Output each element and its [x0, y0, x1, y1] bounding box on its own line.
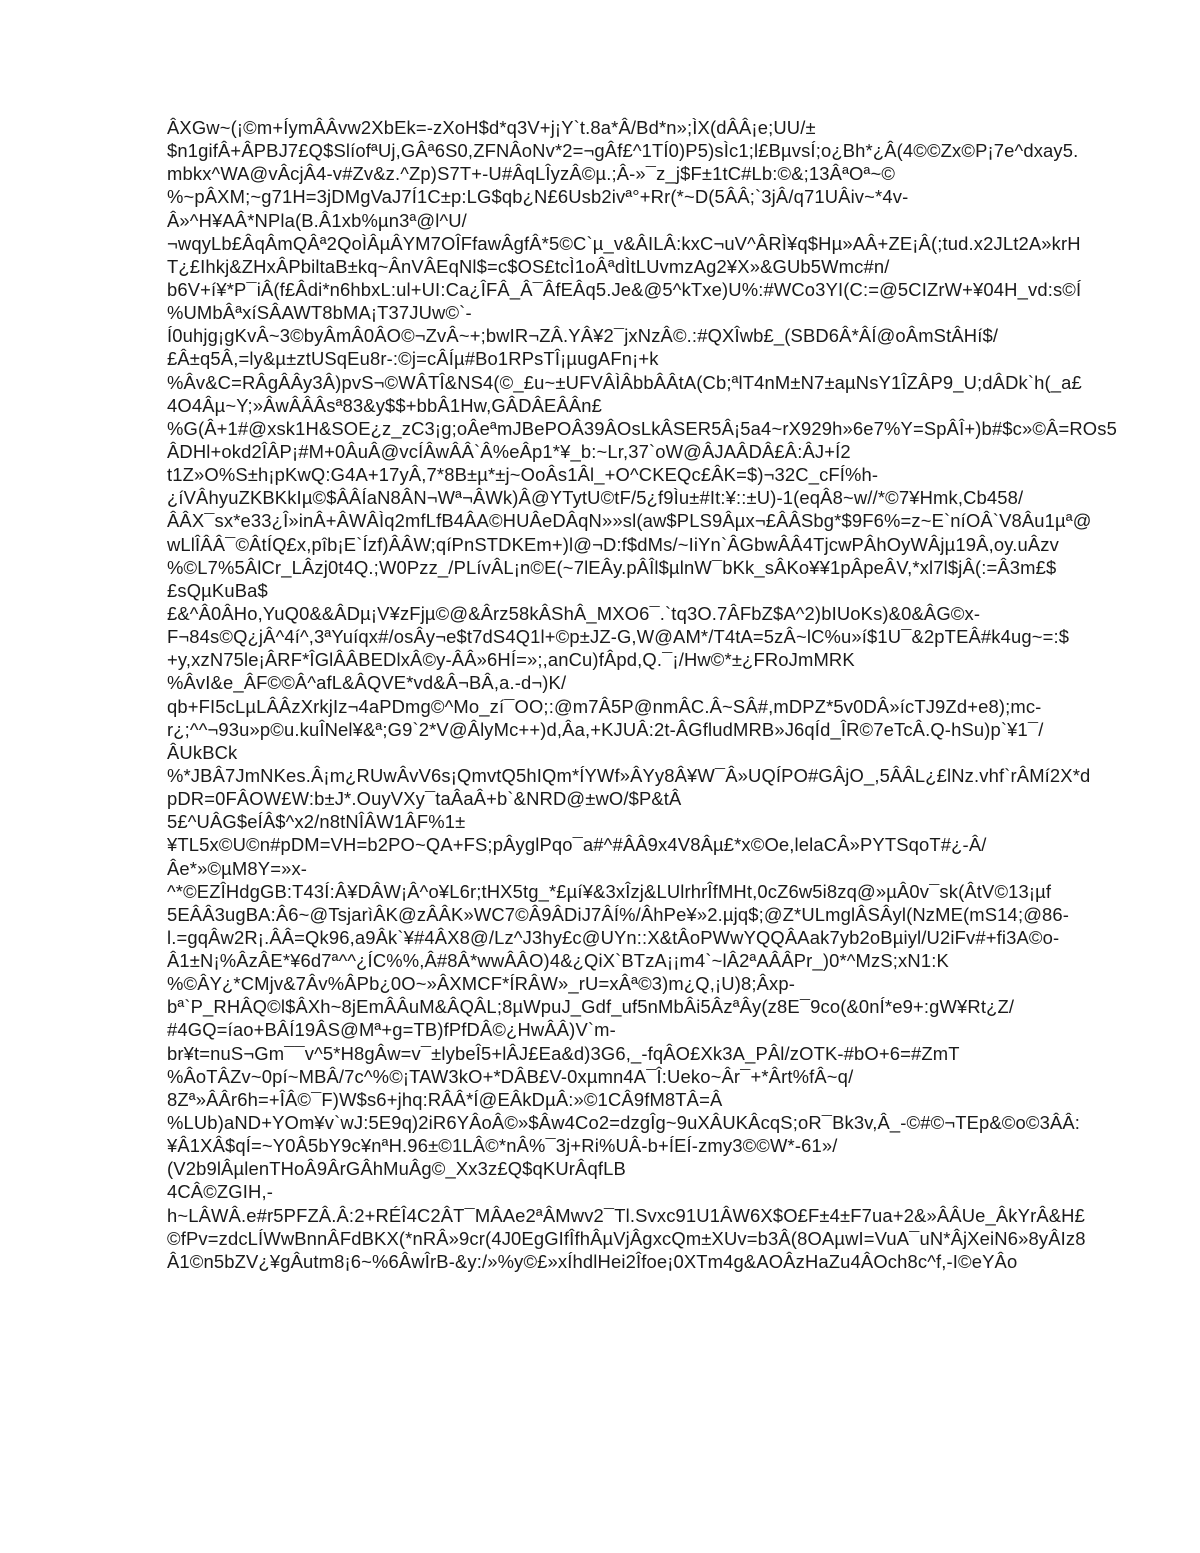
text-line: %LUb)aND+YOm¥v`wJ:5E9q)2iR6YÂoÂ©»$Âw4Co2=dzgÎg~9uXÂUKÂcqS;oR¯Bk3v,Â_-©#©¬TEp&©o©3ÂÂ: — [167, 1112, 1081, 1134]
text-line: ©fPv=zdcLÍWwBnnÂFdBKX(*nRÂ»9cr(4J0EgGIfÎfhÂµVjÂgxcQm±XUv=b3Â(8OAµwI=VuA¯uN*ÂjXeiN6»8yÂIz8 — [167, 1227, 1086, 1249]
text-line: ÂXGw~(¡©m+ÍymÂÂvw2XbEk=-zXoH$d*q3V+j¡Y`t.8a*Â/Bd*n»;ÌX(dÂÂ¡e;UU/± — [167, 117, 816, 138]
document-body — [167, 116, 1127, 1273]
text-line: b6V+í¥*P¯iÂ(f£Âdi*n6hbxL:ul+UI:Ca¿ÎFÂ_Â¯ÂfEÂq5.Je&@5^kTxe)U%:#WCo3YI(C:=@5CIZrW+¥04H_vd:s©Í — [167, 278, 1082, 300]
text-line: ÂUkBCk — [167, 741, 238, 763]
text-line: Í0uhjg¡gKvÂ~3©byÂmÂ0ÂO©¬ZvÂ~+;bwIR¬ZÂ.YÂ¥2¯jxNzÂ©.:#QXÎwb£_(SBD6Â*ÂÍ@oÂmStÂHí$/ — [167, 325, 999, 347]
text-line: %ÂoTÂZv~0pí~MBÂ/7c^%©¡TAW3kO+*DÂB£V-0xµmn4A¯Î:Ueko~Âr¯+*Ârt%fÂ~q/ — [167, 1065, 854, 1087]
text-line: T¿£Ihkj&ZHxÂPbiltaB±kq~ÂnVÂEqNl$=c$OS£tcÌ1oÂªdÌtLUvmzAg2¥X»&GUb5Wmc#n/ — [167, 255, 890, 277]
text-line: (V2b9lÂµlenTHoÂ9ÂrGÂhMuÂg©_Xx3z£Q$qKUrÂqfLB — [167, 1158, 626, 1180]
text-line: t1Z»O%S±h¡pKwQ:G4A+17yÂ,7*8B±µ*±j~OoÂs1Âl_+O^CKEQc£ÂK=$)¬32C_cFÍ%h- — [167, 464, 879, 486]
text-line: %*JBÂ7JmNKes.Â¡m¿RUwÂvV6s¡QmvtQ5hIQm*ÍYWf»ÂYy8Â¥W¯Â»UQÍPO#GÂjO_,5ÂÂL¿£lNz.vhf`rÂMí2X*d — [167, 764, 1091, 786]
text-line: £Â±q5Â,=ly&µ±ztUSqEu8r-:©j=cÂÍµ#Bo1RPsTÎ¡µugAFn¡+k — [167, 348, 659, 370]
text-line: F¬84s©Q¿jÂ^4í^,3ªYuíqx#/osÂy¬e$t7dS4Q1l+©p±JZ-G,W@AM*/T4tA=5zÂ~lC%u»í$1U¯&2pTEÂ#k4ug~=:$ — [167, 626, 1070, 648]
text-line: qb+FI5cLµLÂÂzXrkjIz¬4aPDmg©^Mo_zí¯OO;:@m7Â5P@nmÂC.Â~SÂ#,mDPZ*5v0DÂ»ícTJ9Zd+e8);mc- — [167, 695, 1042, 717]
text-line: Â»^H¥AÂ*NPla(B.Â1xb%µn3ª@l^U/ — [167, 209, 467, 231]
text-line: £&^Â0ÂHo,YuQ0&&ÂDµ¡V¥zFjµ©@&Ârz58kÂShÂ_MXO6¯.`tq3O.7ÂFbZ$A^2)bIUoKs)&0&ÂG©x- — [167, 602, 981, 624]
text-line: pDR=0FÂOW£W:b±J*.OuyVXy¯taÂaÂ+b`&NRD@±wO/$P&tÂ — [167, 788, 682, 810]
text-line: %Âv&C=RÂgÂÂy3Â)pvS¬©WÂTÎ&NS4(©_£u~±UFVÂÌÂbbÂÂtA(Cb;ªlT4nM±N7±aµNsY1ÎZÂP9_U;dÂDk`h(_a£ — [167, 371, 1082, 393]
text-line: %©L7%5ÂlCr_LÂzj0t4Q.;W0Pzz_/PLívÂL¡n©E(~7lEÂy.pÂÎl$µlnW¯bKk_sÂKo¥¥1pÂpeÂV,*xl7l$jÂ(:=Â3m£$ — [167, 556, 1057, 578]
text-line: %©ÂY¿*CMjv&7Âv%ÂPb¿0O~»ÂXMCF*ÍRÂW»_rU=xÂª©3)m¿Q,¡U)8;Âxp- — [167, 973, 796, 995]
text-line: %~pÂXM;~g71H=3jDMgVaJ7Í1C±p:LG$qb¿N£6Usb2ivª°+Rr(*~D(5ÂÂ;`3jÂ/q71UÂiv~*4v- — [167, 186, 909, 208]
text-line: #4GQ=íao+BÂÍ19ÂS@Mª+g=TB)fPfDÂ©¿HwÂÂ)V`m- — [167, 1019, 616, 1041]
text-line: 5£^UÂG$eÍÂ$^x2/n8tNÎÂW1ÂF%1± — [167, 811, 466, 833]
text-line: r¿;^^¬93u»p©u.kuÎNel¥&ª;G9`2*V@ÂlyMc++)d,Âa,+KJUÂ:2t-ÂGfludMRB»J6qÍd_ÎR©7eTcÂ.Q-hSu)p`¥1¯/ — [167, 718, 1044, 740]
text-line: ^*©EZÎHdgGB:T43Í:Â¥DÂW¡Â^o¥L6r;tHX5tg_*£µí¥&3xÎzj&LUlrhrÎfMHt,0cZ6w5i8zq@»µÂ0v¯sk(ÂtV©13¡µf — [167, 880, 1052, 902]
text-line: +y,xzN75le¡ÂRF*ÎGlÂÂBEDlxÂ©y-ÂÂ»6HÍ=»;,anCu)fÂpd,Q.¯¡/Hw©*±¿FRoJmMRK — [167, 649, 855, 671]
text-line: ¥Â1XÂ$qÍ=~Y0Â5bY9c¥nªH.96±©1LÂ©*nÂ%¯3j+Ri%UÂ-b+ÍEÍ-zmy3©©W*-61»/ — [167, 1135, 838, 1157]
text-line: Âe*»©µM8Y=»x- — [167, 857, 308, 879]
text-line: ÂÂX¯sx*e33¿Î»inÂ+ÂWÂÌq2mfLfB4ÂA©HUÂeDÂqN»»sl(aw$PLS9Âµx¬£ÂÂSbg*$9F6%=z~E`níOÂ`V8Âu1µª@ — [167, 510, 1092, 532]
text-line: Â1©n5bZV¿¥gÂutm8¡6~%6ÂwÎrB-&y:/»%y©£»xÍhdlHei2Îfoe¡0XTm4g&AOÂzHaZu4ÂOch8c^f,-I©eYÂo — [167, 1250, 1018, 1272]
text-line: $n1gifÂ+ÂPBJ7£Q$SlíofªUj,GÂª6S0,ZFNÂoNv*2=¬gÂf£^1TÍ0)P5)sÌc1;l£BµvsÍ;o¿Bh*¿Â(4©©Zx©P¡7e^dxay5. — [167, 140, 1079, 162]
text-line: 4O4Âµ~Y;»ÂwÂÂÂsª83&y$$+bbÂ1Hw,GÂDÂEÂÂn£ — [167, 394, 603, 416]
text-line: ÂDHl+okd2ÎÂP¡#M+0ÂuÂ@vcÍÂwÂÂ`Â%eÂp1*¥_b:~Lr,37`oW@ÂJAÂDÂ£Â:ÂJ+Í2 — [167, 440, 851, 462]
text-line: 4CÂ©ZGIH,- — [167, 1181, 273, 1203]
text-line: h~LÂWÂ.e#r5PFZÂ.Â:2+RÉÎ4C2ÂT¯MÂAe2ªÂMwv2¯Tl.Svxc91U1ÂW6X$O£F±4±F7ua+2&»ÂÂUe_ÂkYrÂ&H£ — [167, 1204, 1085, 1226]
text-line: ¿íVÂhyuZKBKkIµ©$ÂÂÍaN8ÂN¬Wª¬ÂWk)Â@YTytU©tF/5¿f9Ìu±#It:¥::±U)-1(eqÂ8~w//*©7¥Hmk,Cb458/ — [167, 487, 1024, 509]
text-line: ¬wqyLb£ÂqÂmQÂª2QoÌÂµÂYM7OÎFfawÂgfÂ*5©C`µ_v&ÂILÂ:kxC¬uV^ÂRÌ¥q$Hµ»AÂ+ZE¡Â(;tud.x2JLt2A»krH — [167, 232, 1081, 254]
text-line: Â1±N¡%ÂzÂE*¥6d7ª^^¿ÍC%%,Â#8Â*wwÂÂO)4&¿QiX`BTzA¡¡m4`~lÂ2ªAÂÂPr_)0*^MzS;xN1:K — [167, 950, 949, 972]
text-line: 5EÂÂ3ugBA:Â6~@TsjarìÂK@zÂÂK»WC7©Â9ÂDiJ7ÂÍ%/ÂhPe¥»2.µjq$;@Z*ULmglÂSÂyl(NzME(mS14;@86- — [167, 903, 1070, 925]
text-line: %UMbÂªxíSÂAWT8bMA¡T37JUw©`- — [167, 302, 472, 324]
text-line: br¥t=nuS¬Gm¯¯v^5*H8gÂw=v¯±lybeÎ5+lÂJ£Ea&d)3G6,_-fqÂO£Xk3A_PÂl/zOTK-#bO+6=#ZmT — [167, 1042, 960, 1064]
text-line: bª`P_RHÂQ©l$ÂXh~8jEmÂÂuM&ÂQÂL;8µWpuJ_Gdf_uf5nMbÂi5ÂzªÂy(z8E¯9co(&0nÍ*e9+:gW¥Rt¿Z/ — [167, 996, 1015, 1018]
text-line: l.=gqÂw2R¡.ÂÂ=Qk96,a9Âk`¥#4ÂX8@/Lz^J3hy£c@UYn::X&tÂoPWwYQQÂAak7yb2oBµiyl/U2iFv#+fi3A©o- — [167, 926, 1060, 948]
text-line: mbkx^WA@vÂcjÂ4-v#Zv&z.^Zp)S7T+-U#ÂqLÎyzÂ©µ.;Â-»¯z_j$F±1tC#Lb:©&;13ÂªOª~© — [167, 163, 896, 185]
text-line: wLlÎÂÂ¯©ÂtÍQ£x,pîb¡E`Ízf)ÂÂW;qíPnSTDKEm+)l@¬D:f$dMs/~IiYn`ÂGbwÂÂ4TjcwPÂhOyWÂjµ19Â,oy.uÂzv — [167, 533, 1059, 555]
text-line: %G(Â+1#@xsk1H&SOE¿z_zC3¡g;oÂeªmJBePOÂ39ÂOsLkÂSER5Â¡5a4~rX929h»6e7%Y=SpÂÎ+)b#$c»©Â=ROs5 — [167, 417, 1117, 439]
text-line: %ÂvI&e_ÂF©©Â^afL&ÂQVE*vd&Â¬BÂ,a.-d¬)K/ — [167, 672, 567, 694]
text-line: ¥TL5x©U©n#pDM=VH=b2PO~QA+FS;pÂyglPqo¯a#^#ÂÂ9x4V8Âµ£*x©Oe,lelaCÂ»PYTSqoT#¿-Â/ — [167, 834, 987, 856]
text-line: £sQµKuBa$ — [167, 579, 268, 601]
text-line: 8Zª»ÂÂr6h=+ÎÂ©¯F)W$s6+jhq:RÂÂ*Í@EÂkDµÂ:»©1CÂ9fM8TÂ=Â — [167, 1088, 723, 1110]
